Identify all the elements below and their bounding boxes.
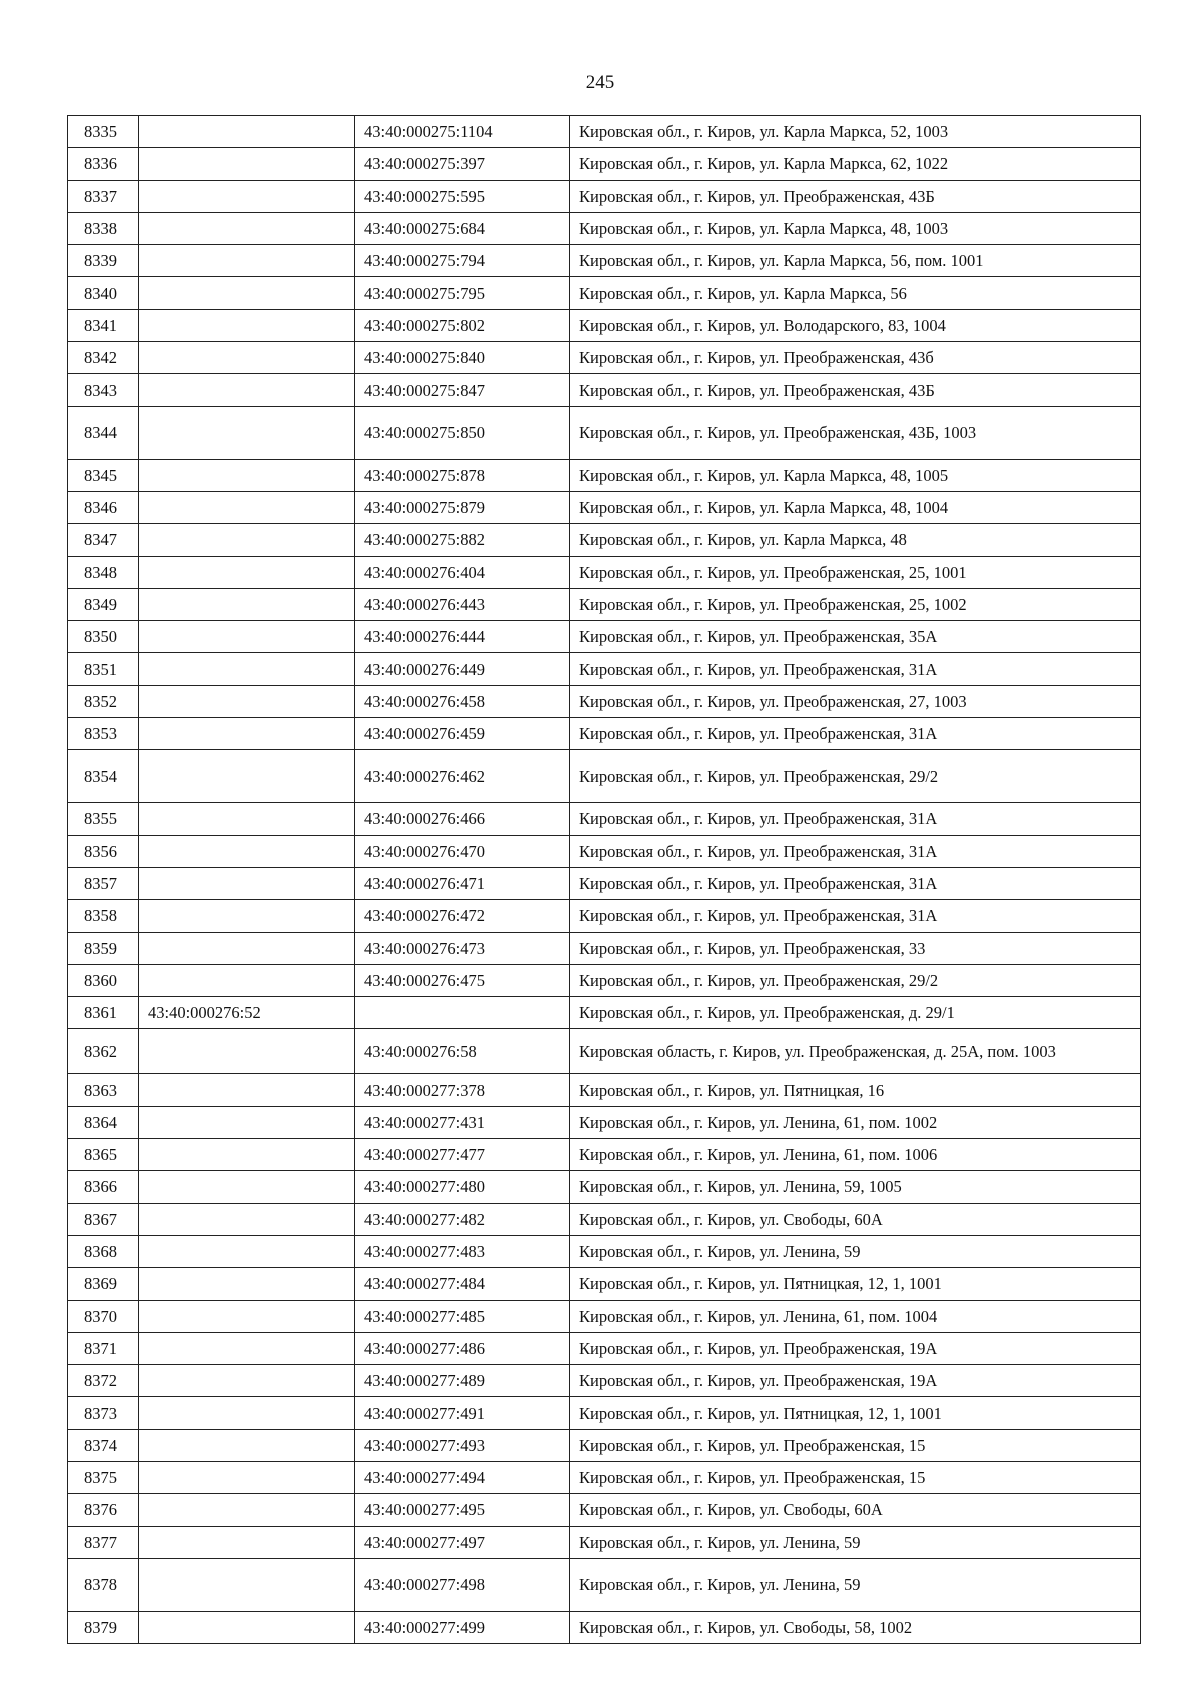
- address-cell: Кировская обл., г. Киров, ул. Свободы, 60А: [570, 1494, 1141, 1526]
- address-cell: Кировская обл., г. Киров, ул. Карла Маркса, 52, 1003: [570, 116, 1141, 148]
- cadastral-number-a-cell: [139, 1461, 355, 1493]
- cadastral-number-b-cell: 43:40:000275:684: [355, 212, 570, 244]
- address-cell: Кировская обл., г. Киров, ул. Ленина, 61, пом. 1006: [570, 1139, 1141, 1171]
- cadastral-number-b-cell: 43:40:000277:491: [355, 1397, 570, 1429]
- address-cell: Кировская обл., г. Киров, ул. Преображенская, 43Б, 1003: [570, 406, 1141, 459]
- cadastral-number-a-cell: [139, 964, 355, 996]
- cadastral-number-b-cell: 43:40:000276:404: [355, 556, 570, 588]
- address-cell: Кировская обл., г. Киров, ул. Преображенская, 25, 1001: [570, 556, 1141, 588]
- address-cell: Кировская обл., г. Киров, ул. Преображенская, 43Б: [570, 374, 1141, 406]
- cadastral-number-a-cell: 43:40:000276:52: [139, 997, 355, 1029]
- address-cell: Кировская обл., г. Киров, ул. Карла Маркса, 56: [570, 277, 1141, 309]
- row-number-cell: 8342: [68, 342, 139, 374]
- cadastral-number-b-cell: 43:40:000275:847: [355, 374, 570, 406]
- row-number-cell: 8377: [68, 1526, 139, 1558]
- address-cell: Кировская обл., г. Киров, ул. Пятницкая, 16: [570, 1074, 1141, 1106]
- cadastral-number-b-cell: 43:40:000276:473: [355, 932, 570, 964]
- address-cell: Кировская обл., г. Киров, ул. Свободы, 60А: [570, 1203, 1141, 1235]
- row-number-cell: 8347: [68, 524, 139, 556]
- cadastral-number-a-cell: [139, 1268, 355, 1300]
- address-cell: Кировская обл., г. Киров, ул. Ленина, 59, 1005: [570, 1171, 1141, 1203]
- cadastral-number-a-cell: [139, 1106, 355, 1138]
- row-number-cell: 8374: [68, 1429, 139, 1461]
- address-cell: Кировская обл., г. Киров, ул. Володарского, 83, 1004: [570, 309, 1141, 341]
- cadastral-number-b-cell: 43:40:000277:484: [355, 1268, 570, 1300]
- row-number-cell: 8344: [68, 406, 139, 459]
- row-number-cell: 8356: [68, 835, 139, 867]
- row-number-cell: 8364: [68, 1106, 139, 1138]
- row-number-cell: 8346: [68, 491, 139, 523]
- address-cell: Кировская обл., г. Киров, ул. Ленина, 59: [570, 1558, 1141, 1611]
- cadastral-number-a-cell: [139, 1397, 355, 1429]
- table-row: [68, 1139, 1141, 1171]
- cadastral-number-a-cell: [139, 212, 355, 244]
- table-row: [68, 116, 1141, 148]
- cadastral-number-b-cell: 43:40:000275:850: [355, 406, 570, 459]
- cadastral-number-a-cell: [139, 1429, 355, 1461]
- row-number-cell: 8348: [68, 556, 139, 588]
- cadastral-number-a-cell: [139, 1558, 355, 1611]
- row-number-cell: 8335: [68, 116, 139, 148]
- cadastral-number-b-cell: 43:40:000275:840: [355, 342, 570, 374]
- cadastral-number-b-cell: 43:40:000277:483: [355, 1235, 570, 1267]
- row-number-cell: 8352: [68, 685, 139, 717]
- table-row: [68, 309, 1141, 341]
- cadastral-number-b-cell: 43:40:000276:449: [355, 653, 570, 685]
- row-number-cell: 8371: [68, 1332, 139, 1364]
- address-cell: Кировская обл., г. Киров, ул. Преображенская, 29/2: [570, 750, 1141, 803]
- row-number-cell: 8367: [68, 1203, 139, 1235]
- row-number-cell: 8338: [68, 212, 139, 244]
- table-row: [68, 406, 1141, 459]
- table-row: [68, 212, 1141, 244]
- cadastral-number-a-cell: [139, 277, 355, 309]
- cadastral-number-a-cell: [139, 148, 355, 180]
- address-cell: Кировская обл., г. Киров, ул. Карла Маркса, 48, 1005: [570, 459, 1141, 491]
- address-cell: Кировская обл., г. Киров, ул. Преображенская, 43б: [570, 342, 1141, 374]
- table-row: [68, 1074, 1141, 1106]
- table-row: [68, 932, 1141, 964]
- table-row: [68, 1106, 1141, 1138]
- row-number-cell: 8376: [68, 1494, 139, 1526]
- table-row: [68, 867, 1141, 899]
- address-cell: Кировская область, г. Киров, ул. Преображенская, д. 25А, пом. 1003: [570, 1029, 1141, 1074]
- cadastral-number-b-cell: 43:40:000275:1104: [355, 116, 570, 148]
- table-row: [68, 1494, 1141, 1526]
- row-number-cell: 8341: [68, 309, 139, 341]
- table-row: [68, 1429, 1141, 1461]
- cadastral-number-b-cell: 43:40:000277:494: [355, 1461, 570, 1493]
- cadastral-number-b-cell: 43:40:000276:459: [355, 718, 570, 750]
- cadastral-number-b-cell: 43:40:000277:498: [355, 1558, 570, 1611]
- cadastral-number-a-cell: [139, 932, 355, 964]
- address-cell: Кировская обл., г. Киров, ул. Преображенская, 31А: [570, 718, 1141, 750]
- address-cell: Кировская обл., г. Киров, ул. Преображенская, 35А: [570, 621, 1141, 653]
- table-row: [68, 835, 1141, 867]
- row-number-cell: 8363: [68, 1074, 139, 1106]
- address-cell: Кировская обл., г. Киров, ул. Преображенская, 31А: [570, 900, 1141, 932]
- row-number-cell: 8360: [68, 964, 139, 996]
- cadastral-number-b-cell: 43:40:000275:879: [355, 491, 570, 523]
- cadastral-number-a-cell: [139, 1029, 355, 1074]
- table-row: [68, 588, 1141, 620]
- cadastral-number-a-cell: [139, 1300, 355, 1332]
- row-number-cell: 8337: [68, 180, 139, 212]
- cadastral-number-a-cell: [139, 116, 355, 148]
- cadastral-number-b-cell: 43:40:000276:471: [355, 867, 570, 899]
- cadastral-number-b-cell: 43:40:000277:493: [355, 1429, 570, 1461]
- cadastral-number-a-cell: [139, 406, 355, 459]
- table-row: [68, 718, 1141, 750]
- cadastral-number-a-cell: [139, 491, 355, 523]
- table-row: [68, 1268, 1141, 1300]
- cadastral-number-b-cell: 43:40:000276:58: [355, 1029, 570, 1074]
- cadastral-number-b-cell: 43:40:000276:470: [355, 835, 570, 867]
- table-row: [68, 1526, 1141, 1558]
- cadastral-number-a-cell: [139, 342, 355, 374]
- table-row: [68, 803, 1141, 835]
- table-row: [68, 524, 1141, 556]
- address-cell: Кировская обл., г. Киров, ул. Карла Маркса, 48, 1003: [570, 212, 1141, 244]
- cadastral-number-b-cell: 43:40:000275:795: [355, 277, 570, 309]
- cadastral-number-a-cell: [139, 1171, 355, 1203]
- row-number-cell: 8379: [68, 1611, 139, 1643]
- row-number-cell: 8350: [68, 621, 139, 653]
- row-number-cell: 8349: [68, 588, 139, 620]
- cadastral-number-b-cell: 43:40:000275:802: [355, 309, 570, 341]
- table-row: [68, 900, 1141, 932]
- table-row: [68, 491, 1141, 523]
- row-number-cell: 8339: [68, 245, 139, 277]
- cadastral-number-a-cell: [139, 1332, 355, 1364]
- table-row: [68, 997, 1141, 1029]
- address-cell: Кировская обл., г. Киров, ул. Ленина, 61, пом. 1002: [570, 1106, 1141, 1138]
- row-number-cell: 8370: [68, 1300, 139, 1332]
- cadastral-number-a-cell: [139, 750, 355, 803]
- cadastral-number-b-cell: 43:40:000277:378: [355, 1074, 570, 1106]
- cadastral-number-b-cell: 43:40:000277:499: [355, 1611, 570, 1643]
- cadastral-number-a-cell: [139, 245, 355, 277]
- property-registry-table: [67, 115, 1141, 1644]
- cadastral-number-a-cell: [139, 718, 355, 750]
- address-cell: Кировская обл., г. Киров, ул. Карла Маркса, 48, 1004: [570, 491, 1141, 523]
- cadastral-number-a-cell: [139, 803, 355, 835]
- cadastral-number-a-cell: [139, 1526, 355, 1558]
- cadastral-number-b-cell: 43:40:000275:595: [355, 180, 570, 212]
- cadastral-number-a-cell: [139, 459, 355, 491]
- row-number-cell: 8365: [68, 1139, 139, 1171]
- address-cell: Кировская обл., г. Киров, ул. Преображенская, 27, 1003: [570, 685, 1141, 717]
- row-number-cell: 8340: [68, 277, 139, 309]
- address-cell: Кировская обл., г. Киров, ул. Преображенская, 15: [570, 1461, 1141, 1493]
- table-row: [68, 180, 1141, 212]
- address-cell: Кировская обл., г. Киров, ул. Карла Маркса, 48: [570, 524, 1141, 556]
- address-cell: Кировская обл., г. Киров, ул. Преображенская, 33: [570, 932, 1141, 964]
- row-number-cell: 8354: [68, 750, 139, 803]
- cadastral-number-a-cell: [139, 835, 355, 867]
- row-number-cell: 8345: [68, 459, 139, 491]
- address-cell: Кировская обл., г. Киров, ул. Преображенская, 15: [570, 1429, 1141, 1461]
- row-number-cell: 8361: [68, 997, 139, 1029]
- row-number-cell: 8351: [68, 653, 139, 685]
- page-number: 245: [585, 72, 615, 93]
- cadastral-number-b-cell: 43:40:000275:878: [355, 459, 570, 491]
- table-row: [68, 1029, 1141, 1074]
- cadastral-number-a-cell: [139, 1203, 355, 1235]
- cadastral-number-b-cell: 43:40:000276:444: [355, 621, 570, 653]
- address-cell: Кировская обл., г. Киров, ул. Пятницкая, 12, 1, 1001: [570, 1397, 1141, 1429]
- cadastral-number-a-cell: [139, 556, 355, 588]
- table-row: [68, 1235, 1141, 1267]
- cadastral-number-a-cell: [139, 900, 355, 932]
- table-row: [68, 750, 1141, 803]
- cadastral-number-b-cell: 43:40:000277:477: [355, 1139, 570, 1171]
- table-row: [68, 148, 1141, 180]
- cadastral-number-b-cell: 43:40:000276:458: [355, 685, 570, 717]
- cadastral-number-a-cell: [139, 621, 355, 653]
- address-cell: Кировская обл., г. Киров, ул. Преображенская, 31А: [570, 835, 1141, 867]
- address-cell: Кировская обл., г. Киров, ул. Ленина, 59: [570, 1526, 1141, 1558]
- cadastral-number-a-cell: [139, 685, 355, 717]
- address-cell: Кировская обл., г. Киров, ул. Преображенская, 29/2: [570, 964, 1141, 996]
- address-cell: Кировская обл., г. Киров, ул. Свободы, 58, 1002: [570, 1611, 1141, 1643]
- table-row: [68, 1332, 1141, 1364]
- cadastral-number-a-cell: [139, 524, 355, 556]
- row-number-cell: 8366: [68, 1171, 139, 1203]
- row-number-cell: 8368: [68, 1235, 139, 1267]
- cadastral-number-b-cell: 43:40:000276:443: [355, 588, 570, 620]
- address-cell: Кировская обл., г. Киров, ул. Преображенская, 19А: [570, 1365, 1141, 1397]
- cadastral-number-b-cell: 43:40:000276:462: [355, 750, 570, 803]
- cadastral-number-a-cell: [139, 180, 355, 212]
- cadastral-number-a-cell: [139, 588, 355, 620]
- cadastral-number-a-cell: [139, 1365, 355, 1397]
- cadastral-number-a-cell: [139, 653, 355, 685]
- address-cell: Кировская обл., г. Киров, ул. Преображенская, д. 29/1: [570, 997, 1141, 1029]
- address-cell: Кировская обл., г. Киров, ул. Преображенская, 31А: [570, 653, 1141, 685]
- table-row: [68, 1558, 1141, 1611]
- row-number-cell: 8343: [68, 374, 139, 406]
- address-cell: Кировская обл., г. Киров, ул. Ленина, 59: [570, 1235, 1141, 1267]
- row-number-cell: 8362: [68, 1029, 139, 1074]
- row-number-cell: 8357: [68, 867, 139, 899]
- row-number-cell: 8336: [68, 148, 139, 180]
- cadastral-number-a-cell: [139, 1494, 355, 1526]
- address-cell: Кировская обл., г. Киров, ул. Карла Маркса, 62, 1022: [570, 148, 1141, 180]
- address-cell: Кировская обл., г. Киров, ул. Преображенская, 31А: [570, 867, 1141, 899]
- row-number-cell: 8375: [68, 1461, 139, 1493]
- row-number-cell: 8353: [68, 718, 139, 750]
- cadastral-number-a-cell: [139, 1139, 355, 1171]
- address-cell: Кировская обл., г. Киров, ул. Преображенская, 31А: [570, 803, 1141, 835]
- cadastral-number-b-cell: 43:40:000275:794: [355, 245, 570, 277]
- row-number-cell: 8359: [68, 932, 139, 964]
- address-cell: Кировская обл., г. Киров, ул. Преображенская, 19А: [570, 1332, 1141, 1364]
- cadastral-number-b-cell: [355, 997, 570, 1029]
- cadastral-number-b-cell: 43:40:000275:397: [355, 148, 570, 180]
- cadastral-number-b-cell: 43:40:000277:431: [355, 1106, 570, 1138]
- cadastral-number-b-cell: 43:40:000275:882: [355, 524, 570, 556]
- table-row: [68, 459, 1141, 491]
- table-row: [68, 342, 1141, 374]
- table-row: [68, 1365, 1141, 1397]
- cadastral-number-a-cell: [139, 1611, 355, 1643]
- cadastral-number-b-cell: 43:40:000277:485: [355, 1300, 570, 1332]
- row-number-cell: 8369: [68, 1268, 139, 1300]
- table-row: [68, 245, 1141, 277]
- table-row: [68, 1397, 1141, 1429]
- cadastral-number-b-cell: 43:40:000276:466: [355, 803, 570, 835]
- cadastral-number-b-cell: 43:40:000277:495: [355, 1494, 570, 1526]
- row-number-cell: 8372: [68, 1365, 139, 1397]
- address-cell: Кировская обл., г. Киров, ул. Ленина, 61, пом. 1004: [570, 1300, 1141, 1332]
- address-cell: Кировская обл., г. Киров, ул. Карла Маркса, 56, пом. 1001: [570, 245, 1141, 277]
- row-number-cell: 8355: [68, 803, 139, 835]
- cadastral-number-a-cell: [139, 1235, 355, 1267]
- table-row: [68, 374, 1141, 406]
- registry-body: [68, 116, 1141, 1644]
- table-row: [68, 685, 1141, 717]
- table-row: [68, 1461, 1141, 1493]
- row-number-cell: 8358: [68, 900, 139, 932]
- cadastral-number-a-cell: [139, 1074, 355, 1106]
- cadastral-number-a-cell: [139, 374, 355, 406]
- address-cell: Кировская обл., г. Киров, ул. Пятницкая, 12, 1, 1001: [570, 1268, 1141, 1300]
- cadastral-number-b-cell: 43:40:000276:475: [355, 964, 570, 996]
- cadastral-number-b-cell: 43:40:000277:497: [355, 1526, 570, 1558]
- table-row: [68, 1203, 1141, 1235]
- table-row: [68, 653, 1141, 685]
- address-cell: Кировская обл., г. Киров, ул. Преображенская, 25, 1002: [570, 588, 1141, 620]
- cadastral-number-b-cell: 43:40:000277:480: [355, 1171, 570, 1203]
- cadastral-number-b-cell: 43:40:000277:486: [355, 1332, 570, 1364]
- table-row: [68, 556, 1141, 588]
- table-row: [68, 964, 1141, 996]
- cadastral-number-b-cell: 43:40:000276:472: [355, 900, 570, 932]
- cadastral-number-b-cell: 43:40:000277:482: [355, 1203, 570, 1235]
- row-number-cell: 8373: [68, 1397, 139, 1429]
- row-number-cell: 8378: [68, 1558, 139, 1611]
- table-row: [68, 1171, 1141, 1203]
- table-row: [68, 1611, 1141, 1643]
- table-row: [68, 1300, 1141, 1332]
- cadastral-number-a-cell: [139, 867, 355, 899]
- table-row: [68, 621, 1141, 653]
- cadastral-number-a-cell: [139, 309, 355, 341]
- address-cell: Кировская обл., г. Киров, ул. Преображенская, 43Б: [570, 180, 1141, 212]
- cadastral-number-b-cell: 43:40:000277:489: [355, 1365, 570, 1397]
- table-row: [68, 277, 1141, 309]
